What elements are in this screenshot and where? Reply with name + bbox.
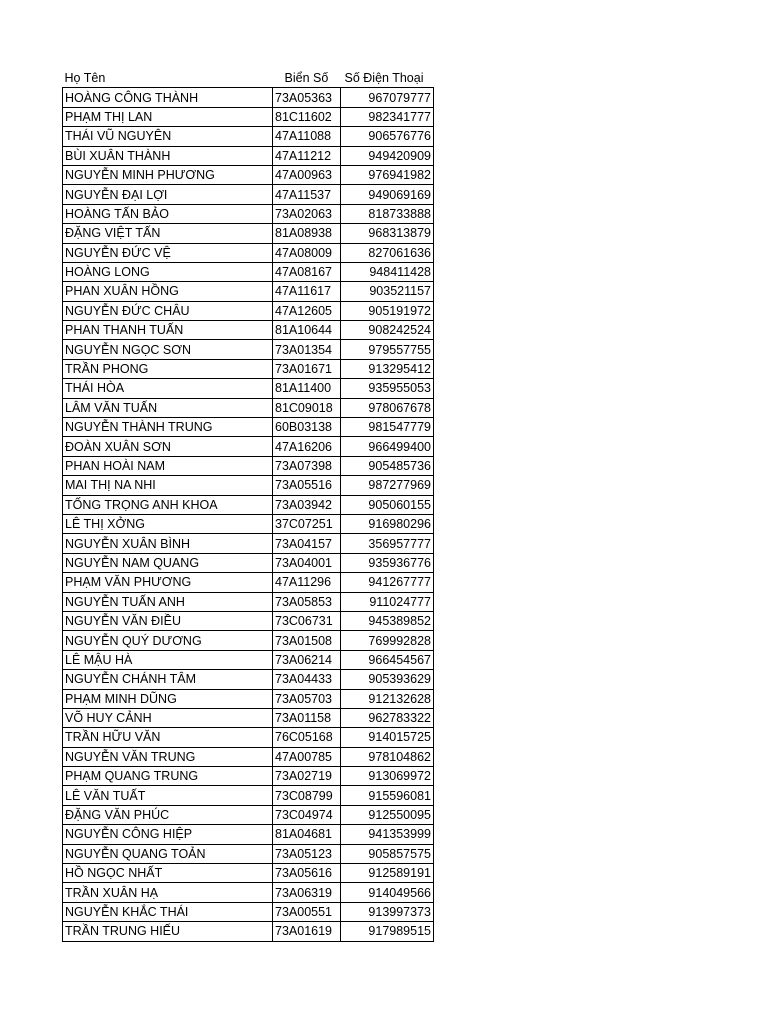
cell-name[interactable]: NGUYỄN CHÁNH TÂM [63, 670, 273, 689]
cell-plate[interactable]: 47A00963 [273, 165, 341, 184]
cell-plate[interactable]: 73A04433 [273, 670, 341, 689]
table-row [63, 553, 434, 572]
cell-plate[interactable]: 47A11537 [273, 185, 341, 204]
cell-name[interactable]: PHAN HOÀI NAM [63, 456, 273, 475]
cell-name[interactable]: HỒ NGỌC NHẤT [63, 864, 273, 883]
cell-phone[interactable]: 818733888 [341, 204, 434, 223]
table-row [63, 514, 434, 533]
cell-phone[interactable]: 935936776 [341, 553, 434, 572]
cell-phone[interactable]: 981547779 [341, 418, 434, 437]
cell-plate[interactable]: 37C07251 [273, 514, 341, 533]
cell-name[interactable]: TRẦN XUÂN HẠ [63, 883, 273, 902]
cell-phone[interactable]: 941267777 [341, 573, 434, 592]
cell-plate[interactable]: 73A04001 [273, 553, 341, 572]
cell-phone[interactable]: 903521157 [341, 282, 434, 301]
cell-name[interactable]: NGUYỄN NAM QUANG [63, 553, 273, 572]
cell-name[interactable]: NGUYỄN QUANG TOẢN [63, 844, 273, 863]
cell-name[interactable]: TRẦN TRUNG HIẾU [63, 922, 273, 941]
table-row [63, 359, 434, 378]
cell-phone[interactable]: 915596081 [341, 786, 434, 805]
table-row [63, 185, 434, 204]
cell-plate[interactable]: 73A03942 [273, 495, 341, 514]
table-row [63, 592, 434, 611]
cell-plate[interactable]: 47A11617 [273, 282, 341, 301]
cell-phone[interactable]: 906576776 [341, 127, 434, 146]
table-row [63, 689, 434, 708]
cell-phone[interactable]: 967079777 [341, 88, 434, 107]
cell-name[interactable]: THÁI VŨ NGUYÊN [63, 127, 273, 146]
table-row [63, 670, 434, 689]
cell-name[interactable]: LÊ MẬU HÀ [63, 650, 273, 669]
cell-phone[interactable]: 914049566 [341, 883, 434, 902]
cell-plate[interactable]: 73A02063 [273, 204, 341, 223]
cell-name[interactable]: NGUYỄN CÔNG HIỆP [63, 825, 273, 844]
cell-phone[interactable]: 905060155 [341, 495, 434, 514]
header-phone[interactable]: Số Điện Thoại [344, 71, 424, 86]
cell-name[interactable]: MAI THỊ NA NHI [63, 476, 273, 495]
cell-name[interactable]: NGUYỄN XUÂN BÌNH [63, 534, 273, 553]
cell-phone[interactable]: 968313879 [341, 224, 434, 243]
table-row [63, 747, 434, 766]
cell-name[interactable]: VÕ HUY CẢNH [63, 708, 273, 727]
header-plate[interactable]: Biển Số [284, 71, 329, 86]
cell-name[interactable]: NGUYỄN TUẤN ANH [63, 592, 273, 611]
cell-phone[interactable]: 911024777 [341, 592, 434, 611]
cell-name[interactable]: TỐNG TRỌNG ANH KHOA [63, 495, 273, 514]
cell-plate[interactable]: 73A05616 [273, 864, 341, 883]
cell-name[interactable]: NGUYỄN ĐẠI LỢI [63, 185, 273, 204]
table-row [63, 495, 434, 514]
cell-phone[interactable]: 941353999 [341, 825, 434, 844]
cell-phone[interactable]: 979557755 [341, 340, 434, 359]
cell-phone[interactable]: 913997373 [341, 902, 434, 921]
cell-phone[interactable]: 917989515 [341, 922, 434, 941]
table-row [63, 534, 434, 553]
table-row [63, 262, 434, 281]
table-row [63, 650, 434, 669]
cell-phone[interactable]: 912132628 [341, 689, 434, 708]
cell-phone[interactable]: 978104862 [341, 747, 434, 766]
table-row [63, 224, 434, 243]
table-row [63, 243, 434, 262]
cell-phone[interactable]: 976941982 [341, 165, 434, 184]
table-row [63, 88, 434, 107]
cell-plate[interactable]: 47A11088 [273, 127, 341, 146]
cell-plate[interactable]: 47A08009 [273, 243, 341, 262]
cell-plate[interactable]: 73A05363 [273, 88, 341, 107]
table-row [63, 321, 434, 340]
table-header [63, 69, 434, 88]
cell-plate[interactable]: 81C09018 [273, 398, 341, 417]
cell-phone[interactable]: 949420909 [341, 146, 434, 165]
cell-phone[interactable]: 987277969 [341, 476, 434, 495]
cell-plate[interactable]: 73C04974 [273, 805, 341, 824]
table-row [63, 708, 434, 727]
cell-name[interactable]: THÁI HÒA [63, 379, 273, 398]
cell-phone[interactable]: 948411428 [341, 262, 434, 281]
cell-plate[interactable]: 81A04681 [273, 825, 341, 844]
table-row [63, 825, 434, 844]
cell-name[interactable]: HOÀNG LONG [63, 262, 273, 281]
cell-phone[interactable]: 913295412 [341, 359, 434, 378]
cell-plate[interactable]: 81A11400 [273, 379, 341, 398]
cell-phone[interactable]: 908242524 [341, 321, 434, 340]
cell-plate[interactable]: 76C05168 [273, 728, 341, 747]
cell-plate[interactable]: 73C08799 [273, 786, 341, 805]
cell-phone[interactable]: 916980296 [341, 514, 434, 533]
cell-phone[interactable]: 935955053 [341, 379, 434, 398]
cell-name[interactable]: TRẦN PHONG [63, 359, 273, 378]
table-row [63, 631, 434, 650]
cell-phone[interactable]: 905857575 [341, 844, 434, 863]
table-row [63, 805, 434, 824]
cell-plate[interactable]: 47A00785 [273, 747, 341, 766]
table-row [63, 922, 434, 941]
cell-phone[interactable]: 982341777 [341, 107, 434, 126]
table-row [63, 107, 434, 126]
cell-name[interactable]: LÊ THỊ XỞNG [63, 514, 273, 533]
cell-name[interactable]: PHAN THANH TUẤN [63, 321, 273, 340]
cell-plate[interactable]: 81A10644 [273, 321, 341, 340]
cell-name[interactable]: HOÀNG TẤN BẢO [63, 204, 273, 223]
cell-plate[interactable]: 73A02719 [273, 767, 341, 786]
cell-name[interactable]: ĐẶNG VĂN PHÚC [63, 805, 273, 824]
cell-plate[interactable]: 73A04157 [273, 534, 341, 553]
cell-name[interactable]: PHẠM MINH DŨNG [63, 689, 273, 708]
table-row [63, 282, 434, 301]
cell-phone[interactable]: 912589191 [341, 864, 434, 883]
cell-name[interactable]: ĐẶNG VIỆT TẤN [63, 224, 273, 243]
cell-plate[interactable]: 47A11296 [273, 573, 341, 592]
cell-plate[interactable]: 47A16206 [273, 437, 341, 456]
cell-name[interactable]: TRẦN HỮU VĂN [63, 728, 273, 747]
cell-plate[interactable]: 73A05703 [273, 689, 341, 708]
header-name[interactable]: Họ Tên [64, 71, 106, 86]
cell-phone[interactable]: 769992828 [341, 631, 434, 650]
cell-name[interactable]: LÊ VĂN TUẤT [63, 786, 273, 805]
cell-phone[interactable]: 827061636 [341, 243, 434, 262]
cell-plate[interactable]: 73A01158 [273, 708, 341, 727]
cell-phone[interactable]: 966499400 [341, 437, 434, 456]
cell-name[interactable]: NGUYỄN VĂN TRUNG [63, 747, 273, 766]
cell-phone[interactable]: 905485736 [341, 456, 434, 475]
cell-plate[interactable]: 73A01671 [273, 359, 341, 378]
cell-plate[interactable]: 73A00551 [273, 902, 341, 921]
cell-phone[interactable]: 949069169 [341, 185, 434, 204]
cell-plate[interactable]: 47A11212 [273, 146, 341, 165]
table-row [63, 902, 434, 921]
cell-plate[interactable]: 73A05516 [273, 476, 341, 495]
cell-name[interactable]: NGUYỄN QUÝ DƯƠNG [63, 631, 273, 650]
table-row [63, 165, 434, 184]
cell-name[interactable]: NGUYỄN NGỌC SƠN [63, 340, 273, 359]
cell-plate[interactable]: 73A07398 [273, 456, 341, 475]
spreadsheet-sheet [62, 69, 434, 942]
cell-plate[interactable]: 73A01508 [273, 631, 341, 650]
table-row [63, 728, 434, 747]
header-row [63, 69, 434, 88]
table-row [63, 883, 434, 902]
cell-name[interactable]: PHẠM VĂN PHƯƠNG [63, 573, 273, 592]
cell-plate[interactable]: 73A06319 [273, 883, 341, 902]
cell-name[interactable]: PHAN XUÂN HỒNG [63, 282, 273, 301]
table-row [63, 786, 434, 805]
cell-name[interactable]: NGUYỄN ĐỨC VỆ [63, 243, 273, 262]
table-row [63, 767, 434, 786]
cell-plate[interactable]: 81A08938 [273, 224, 341, 243]
table-row [63, 340, 434, 359]
table-row [63, 844, 434, 863]
cell-phone[interactable]: 966454567 [341, 650, 434, 669]
cell-phone[interactable]: 912550095 [341, 805, 434, 824]
cell-plate[interactable]: 73A06214 [273, 650, 341, 669]
table-row [63, 437, 434, 456]
cell-name[interactable]: PHẠM THỊ LAN [63, 107, 273, 126]
table-row [63, 301, 434, 320]
cell-phone[interactable]: 978067678 [341, 398, 434, 417]
cell-plate[interactable]: 73A05123 [273, 844, 341, 863]
cell-name[interactable]: LÂM VĂN TUẤN [63, 398, 273, 417]
cell-name[interactable]: NGUYỄN ĐỨC CHÂU [63, 301, 273, 320]
cell-phone[interactable]: 914015725 [341, 728, 434, 747]
cell-plate[interactable]: 73A05853 [273, 592, 341, 611]
table-body [63, 88, 434, 941]
cell-plate[interactable]: 73A01354 [273, 340, 341, 359]
cell-plate[interactable]: 47A12605 [273, 301, 341, 320]
table-row [63, 398, 434, 417]
table-row [63, 573, 434, 592]
cell-phone[interactable]: 905191972 [341, 301, 434, 320]
cell-plate[interactable]: 81C11602 [273, 107, 341, 126]
cell-phone[interactable]: 356957777 [341, 534, 434, 553]
cell-name[interactable]: NGUYỄN MINH PHƯƠNG [63, 165, 273, 184]
cell-name[interactable]: NGUYỄN KHẮC THÁI [63, 902, 273, 921]
table-row [63, 418, 434, 437]
cell-plate[interactable]: 73A01619 [273, 922, 341, 941]
table-row [63, 127, 434, 146]
cell-plate[interactable]: 73C06731 [273, 611, 341, 630]
cell-phone[interactable]: 945389852 [341, 611, 434, 630]
table-row [63, 204, 434, 223]
table-row [63, 379, 434, 398]
table-row [63, 611, 434, 630]
cell-phone[interactable]: 962783322 [341, 708, 434, 727]
table-row [63, 456, 434, 475]
cell-phone[interactable]: 905393629 [341, 670, 434, 689]
contact-table [62, 69, 434, 942]
cell-name[interactable]: NGUYỄN VĂN ĐIỀU [63, 611, 273, 630]
cell-name[interactable]: HOÀNG CÔNG THÀNH [63, 88, 273, 107]
cell-name[interactable]: PHẠM QUANG TRUNG [63, 767, 273, 786]
cell-name[interactable]: BÙI XUÂN THÀNH [63, 146, 273, 165]
table-row [63, 864, 434, 883]
table-row [63, 146, 434, 165]
cell-name[interactable]: NGUYỄN THÀNH TRUNG [63, 418, 273, 437]
cell-plate[interactable]: 47A08167 [273, 262, 341, 281]
cell-phone[interactable]: 913069972 [341, 767, 434, 786]
table-row [63, 476, 434, 495]
cell-plate[interactable]: 60B03138 [273, 418, 341, 437]
cell-name[interactable]: ĐOÀN XUÂN SƠN [63, 437, 273, 456]
